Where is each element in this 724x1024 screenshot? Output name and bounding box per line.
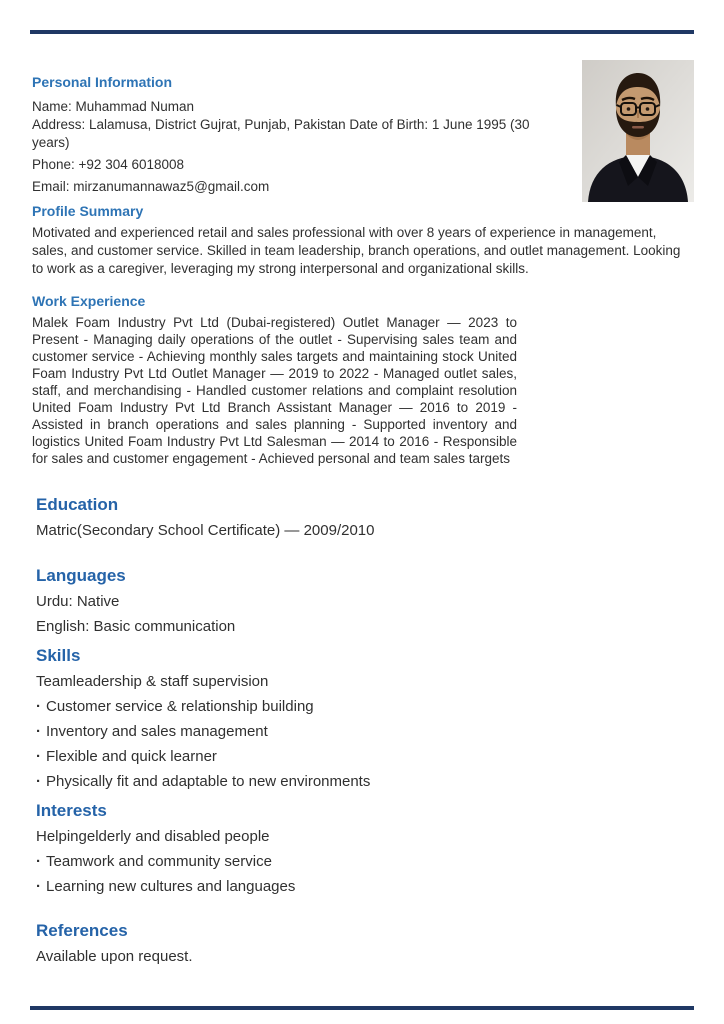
portrait-photo bbox=[582, 60, 694, 202]
work-experience-text: Malek Foam Industry Pvt Ltd (Dubai-registered) Outlet Manager — 2023 to Present - Managing daily operations of the outlet - Supervising sales team and customer service - Achieving monthly sales targets and maintaining stock United Foam Industry Pvt Ltd Outlet Manager — 2019 to 2022 - Managed outlet sales, staff, and merchandising - Handled customer relations and complaint resolution United Foam Industry Pvt Ltd Branch Assistant Manager — 2016 to 2019 - Assisted in branch operations and sales planning - Supported inventory and logistics United Foam Industry Pvt Ltd Salesman — 2014 to 2016 - Responsible for sales and customer engagement - Achieved personal and team sales targets bbox=[32, 315, 517, 466]
skill-item-text: Inventory and sales management bbox=[46, 723, 268, 740]
bullet-icon: · bbox=[36, 853, 41, 870]
education-heading: Education bbox=[36, 495, 119, 514]
top-divider bbox=[30, 30, 694, 34]
interest-item-text: Teamwork and community service bbox=[46, 853, 272, 870]
skill-lead-item: Teamleadership & staff supervision bbox=[36, 673, 269, 690]
profile-summary-heading: Profile Summary bbox=[32, 203, 144, 219]
education-text: Matric(Secondary School Certificate) — 2009/2010 bbox=[36, 522, 375, 539]
skill-item bbox=[36, 747, 694, 766]
resume-lower-part bbox=[32, 495, 694, 966]
skills-heading: Skills bbox=[36, 646, 81, 665]
language-item: English: Basic communication bbox=[36, 618, 236, 635]
language-item: Urdu: Native bbox=[36, 593, 120, 610]
skill-item-text: Customer service & relationship building bbox=[46, 698, 314, 715]
phone-line: Phone: +92 304 6018008 bbox=[32, 157, 185, 172]
skill-item-text: Physically fit and adaptable to new environments bbox=[46, 773, 371, 790]
interests-heading: Interests bbox=[36, 801, 107, 820]
bullet-icon: · bbox=[36, 698, 41, 715]
bullet-icon: · bbox=[36, 773, 41, 790]
section-work-experience bbox=[32, 293, 694, 467]
name-line: Name: Muhammad Numan bbox=[32, 99, 195, 114]
interest-lead-item: Helpingelderly and disabled people bbox=[36, 828, 270, 845]
skill-item-text: Flexible and quick learner bbox=[46, 748, 217, 765]
skill-item bbox=[36, 722, 694, 741]
email-line: Email: mirzanumannawaz5@gmail.com bbox=[32, 179, 270, 194]
references-heading: References bbox=[36, 921, 128, 940]
section-profile-summary bbox=[32, 203, 694, 278]
skill-item bbox=[36, 697, 694, 716]
address-line: Address: Lalamusa, District Gujrat, Punjab, Pakistan Date of Birth: 1 June 1995 (30 years) bbox=[32, 117, 530, 150]
interest-item-text: Learning new cultures and languages bbox=[46, 878, 296, 895]
personal-information-heading: Personal Information bbox=[32, 74, 173, 90]
profile-summary-text: Motivated and experienced retail and sales professional with over 8 years of experience in management, sales, and customer service. Skilled in team leadership, branch operations, and outlet management. Looking to work as a caregiver, leveraging my strong interpersonal and organizational skills. bbox=[32, 225, 681, 276]
section-references bbox=[36, 921, 694, 966]
interest-item bbox=[36, 877, 694, 896]
resume-content bbox=[32, 60, 694, 966]
section-languages bbox=[36, 566, 694, 636]
bullet-icon: · bbox=[36, 878, 41, 895]
bullet-icon: · bbox=[36, 723, 41, 740]
section-interests bbox=[36, 801, 694, 896]
bottom-divider bbox=[30, 1006, 694, 1010]
bullet-icon: · bbox=[36, 748, 41, 765]
references-text: Available upon request. bbox=[36, 948, 193, 965]
skill-item bbox=[36, 772, 694, 791]
interest-item bbox=[36, 852, 694, 871]
section-education bbox=[36, 495, 694, 540]
section-skills bbox=[36, 646, 694, 791]
languages-heading: Languages bbox=[36, 566, 126, 585]
work-experience-heading: Work Experience bbox=[32, 293, 146, 309]
portrait-photo-graphic bbox=[582, 60, 694, 202]
